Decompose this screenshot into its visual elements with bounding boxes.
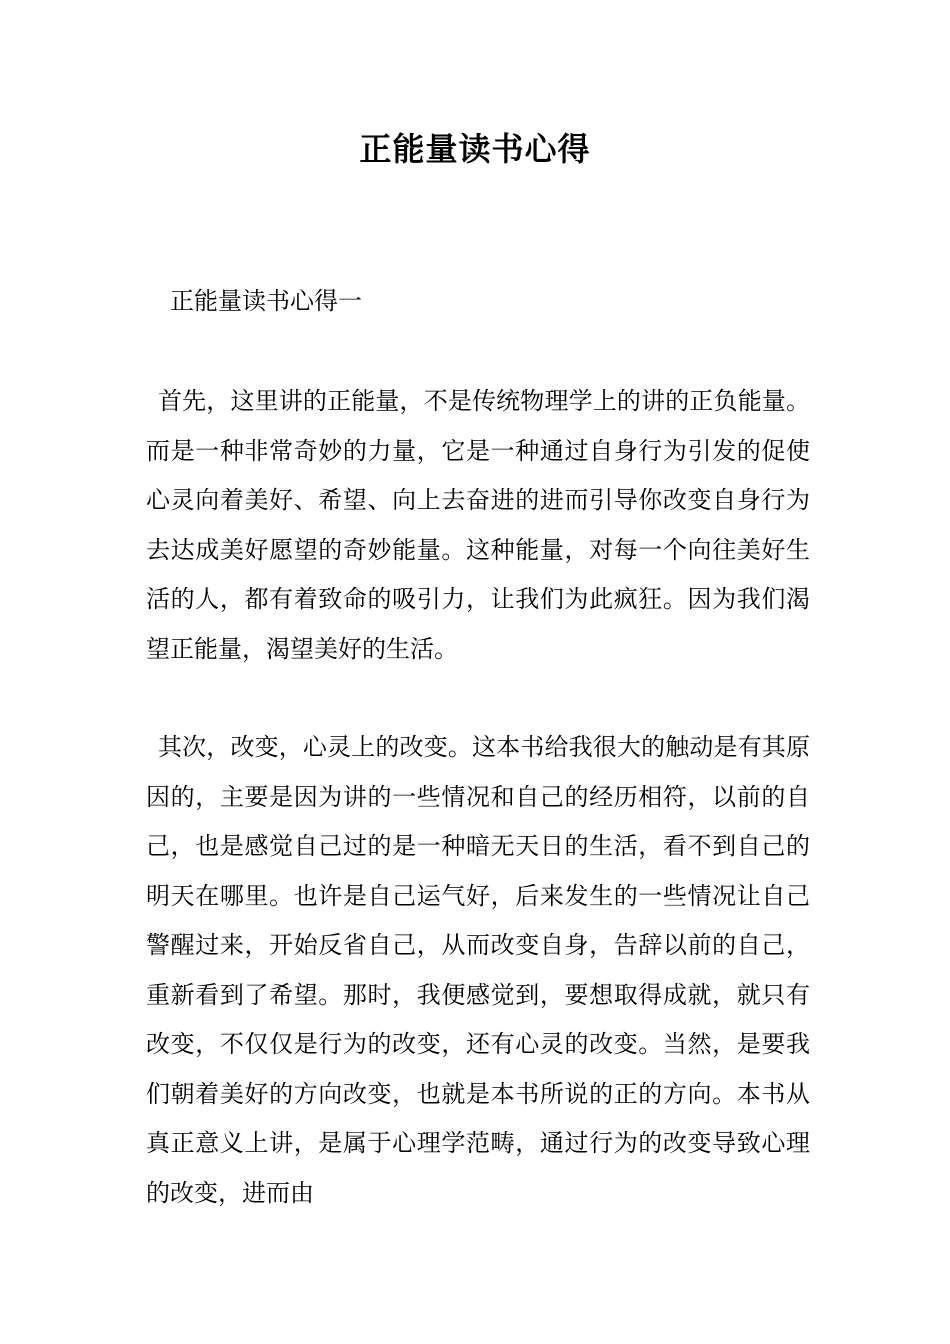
section-heading: 正能量读书心得一	[170, 287, 362, 315]
paragraph-2: 其次，改变，心灵上的改变。这本书给我很大的触动是有其原因的，主要是因为讲的一些情况和自己的经历相符，以前的自己，也是感觉自己过的是一种暗无天日的生活，看不到自己的明天在哪里。也许是自己运气好，后来发生的一些情况让自己警醒过来，开始反省自己，从而改变自身，告辞以前的自己，重新看到了希望。那时，我便感觉到，要想取得成就，就只有改变，不仅仅是行为的改变，还有心灵的改变。当然，是要我们朝着美好的方向改变，也就是本书所说的正的方向。本书从真正意义上讲，是属于心理学范畴，通过行为的改变导致心理的改变，进而由	[146, 733, 810, 1207]
paragraph-1: 首先，这里讲的正能量，不是传统物理学上的讲的正负能量。而是一种非常奇妙的力量，它是一种通过自身行为引发的促使心灵向着美好、希望、向上去奋进的进而引导你改变自身行为去达成美好愿望的奇妙能量。这种能量，对每一个向往美好生活的人，都有着致命的吸引力，让我们为此疯狂。因为我们渴望正能量，渴望美好的生活。	[146, 387, 810, 663]
document-title: 正能量读书心得	[359, 130, 591, 168]
